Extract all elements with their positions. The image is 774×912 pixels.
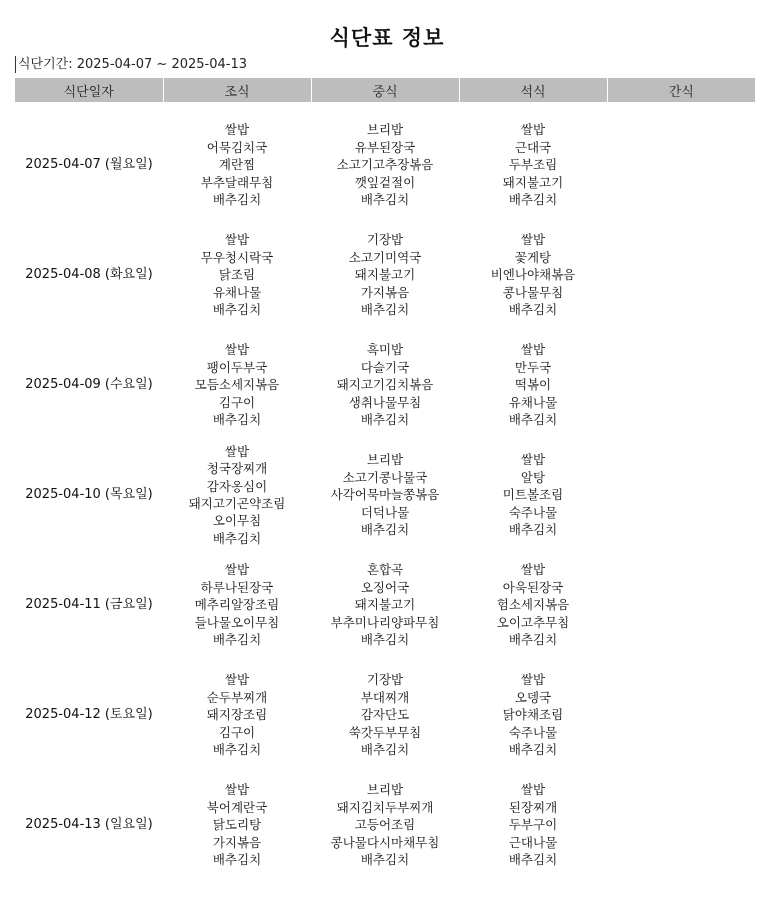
table-row xyxy=(15,770,755,880)
menu-item: 아욱된장국 xyxy=(502,579,564,595)
meal-table xyxy=(15,78,755,880)
snack-cell xyxy=(607,660,755,770)
dinner-cell xyxy=(459,440,607,550)
menu-item: 떡볶이 xyxy=(514,377,552,393)
menu-item: 쌀밥 xyxy=(224,672,250,688)
menu-item: 꽃게탕 xyxy=(514,249,552,265)
header-breakfast: 조식 xyxy=(163,78,311,102)
date-cell: 2025-04-13 (일요일) xyxy=(25,817,153,833)
snack-cell xyxy=(607,440,755,550)
menu-item: 미트볼조림 xyxy=(502,487,564,503)
menu-item: 가지볶음 xyxy=(360,284,410,300)
menu-item: 쌀밥 xyxy=(520,122,546,138)
menu-item: 돼지김치두부찌개 xyxy=(336,799,434,815)
menu-item: 쌀밥 xyxy=(224,443,250,459)
menu-item: 쌀밥 xyxy=(520,452,546,468)
snack-cell xyxy=(607,330,755,440)
table-row xyxy=(15,220,755,330)
date-cell: 2025-04-12 (토요일) xyxy=(25,707,153,723)
menu-item: 돼지장조림 xyxy=(206,707,268,723)
lunch-cell xyxy=(311,102,459,220)
dinner-cell xyxy=(459,102,607,220)
menu-item: 배추김치 xyxy=(508,632,558,648)
menu-item: 오뎅국 xyxy=(514,689,552,705)
breakfast-cell xyxy=(163,550,311,660)
menu-item: 배추김치 xyxy=(212,852,262,868)
menu-item: 배추김치 xyxy=(212,302,262,318)
menu-item: 브리밥 xyxy=(366,452,404,468)
menu-item: 배추김치 xyxy=(212,632,262,648)
menu-item: 소고기미역국 xyxy=(348,249,422,265)
date-cell: 2025-04-10 (목요일) xyxy=(25,487,153,503)
menu-item: 배추김치 xyxy=(360,742,410,758)
menu-item: 콩나물무침 xyxy=(502,284,564,300)
menu-item: 배추김치 xyxy=(508,192,558,208)
menu-item: 쌀밥 xyxy=(520,232,546,248)
menu-item: 쌀밥 xyxy=(224,342,250,358)
dinner-cell xyxy=(459,220,607,330)
snack-cell xyxy=(607,770,755,880)
date-cell: 2025-04-11 (금요일) xyxy=(25,597,153,613)
lunch-cell xyxy=(311,330,459,440)
menu-item: 배추김치 xyxy=(360,632,410,648)
menu-item: 쌀밥 xyxy=(224,562,250,578)
menu-item: 두부조림 xyxy=(508,157,558,173)
menu-item: 배추김치 xyxy=(508,742,558,758)
menu-item: 배추김치 xyxy=(212,412,262,428)
menu-item: 근대국 xyxy=(514,139,552,155)
menu-item: 쑥갓두부무침 xyxy=(348,724,422,740)
lunch-cell xyxy=(311,440,459,550)
menu-item: 돼지불고기 xyxy=(354,267,416,283)
menu-item: 깻잎겉절이 xyxy=(354,174,416,190)
table-row xyxy=(15,102,755,220)
menu-item: 돼지불고기 xyxy=(354,597,416,613)
menu-item: 숙주나물 xyxy=(508,504,558,520)
dinner-cell xyxy=(459,770,607,880)
menu-item: 다슬기국 xyxy=(360,359,410,375)
menu-item: 청국장찌개 xyxy=(206,461,268,477)
menu-item: 혼합곡 xyxy=(366,562,404,578)
menu-item: 부추달래무침 xyxy=(200,174,274,190)
menu-item: 쌀밥 xyxy=(224,782,250,798)
menu-item: 만두국 xyxy=(514,359,552,375)
menu-item: 돼지불고기 xyxy=(502,174,564,190)
header-date: 식단일자 xyxy=(15,78,163,102)
menu-item: 알탕 xyxy=(520,469,546,485)
menu-item: 팽이두부국 xyxy=(206,359,268,375)
menu-item: 배추김치 xyxy=(212,530,262,546)
menu-item: 쌀밥 xyxy=(224,232,250,248)
menu-item: 쌀밥 xyxy=(520,782,546,798)
menu-item: 들나물오이무침 xyxy=(194,614,280,630)
table-header-row xyxy=(15,78,755,102)
date-cell: 2025-04-08 (화요일) xyxy=(25,267,153,283)
menu-item: 배추김치 xyxy=(360,522,410,538)
date-cell: 2025-04-09 (수요일) xyxy=(25,377,153,393)
header-lunch: 중식 xyxy=(311,78,459,102)
breakfast-cell xyxy=(163,660,311,770)
menu-item: 생취나물무침 xyxy=(348,394,422,410)
snack-cell xyxy=(607,102,755,220)
menu-item: 배추김치 xyxy=(212,192,262,208)
menu-item: 배추김치 xyxy=(508,852,558,868)
menu-item: 어묵김치국 xyxy=(206,139,268,155)
menu-item: 콩나물다시마채무침 xyxy=(330,834,440,850)
menu-item: 오징어국 xyxy=(360,579,410,595)
snack-cell xyxy=(607,550,755,660)
menu-item: 소고기콩나물국 xyxy=(342,469,428,485)
breakfast-cell xyxy=(163,770,311,880)
menu-item: 고등어조림 xyxy=(354,817,416,833)
meal-period: 식단기간: 2025-04-07 ~ 2025-04-13 xyxy=(15,56,247,73)
menu-item: 배추김치 xyxy=(360,192,410,208)
dinner-cell xyxy=(459,550,607,660)
lunch-cell xyxy=(311,770,459,880)
header-snack: 간식 xyxy=(607,78,755,102)
menu-item: 유부된장국 xyxy=(354,139,416,155)
table-row xyxy=(15,440,755,550)
menu-item: 쌀밥 xyxy=(520,562,546,578)
menu-item: 배추김치 xyxy=(508,412,558,428)
menu-item: 배추김치 xyxy=(508,302,558,318)
menu-item: 숙주나물 xyxy=(508,724,558,740)
breakfast-cell xyxy=(163,330,311,440)
menu-item: 근대나물 xyxy=(508,834,558,850)
menu-item: 오이고추무침 xyxy=(496,614,570,630)
menu-item: 감자옹심이 xyxy=(206,478,268,494)
menu-item: 순두부찌개 xyxy=(206,689,268,705)
date-cell: 2025-04-07 (월요일) xyxy=(25,157,153,173)
menu-item: 배추김치 xyxy=(508,522,558,538)
menu-item: 부대찌개 xyxy=(360,689,410,705)
menu-item: 오이무침 xyxy=(212,513,262,529)
menu-item: 기장밥 xyxy=(366,232,404,248)
menu-item: 쌀밥 xyxy=(520,672,546,688)
menu-item: 닭조림 xyxy=(218,267,256,283)
menu-item: 쌀밥 xyxy=(224,122,250,138)
table-body xyxy=(15,102,755,880)
menu-item: 가지볶음 xyxy=(212,834,262,850)
menu-item: 배추김치 xyxy=(360,302,410,318)
menu-item: 모듬소세지볶음 xyxy=(194,377,280,393)
menu-item: 돼지고기김치볶음 xyxy=(336,377,434,393)
menu-item: 김구이 xyxy=(218,724,256,740)
page-title: 식단표 정보 xyxy=(329,26,445,50)
menu-item: 유채나물 xyxy=(212,284,262,300)
table-row xyxy=(15,330,755,440)
menu-item: 계란찜 xyxy=(218,157,256,173)
menu-item: 브리밥 xyxy=(366,122,404,138)
breakfast-cell xyxy=(163,220,311,330)
menu-item: 소고기고추장볶음 xyxy=(336,157,434,173)
menu-item: 닭야채조림 xyxy=(502,707,564,723)
menu-item: 메추리알장조림 xyxy=(194,597,280,613)
lunch-cell xyxy=(311,550,459,660)
menu-item: 부추미나리양파무침 xyxy=(330,614,440,630)
menu-item: 브리밥 xyxy=(366,782,404,798)
menu-item: 배추김치 xyxy=(212,742,262,758)
menu-item: 험소세지볶음 xyxy=(496,597,570,613)
menu-item: 된장찌개 xyxy=(508,799,558,815)
menu-item: 감자단도 xyxy=(360,707,410,723)
menu-item: 두부구이 xyxy=(508,817,558,833)
lunch-cell xyxy=(311,660,459,770)
menu-item: 배추김치 xyxy=(360,852,410,868)
snack-cell xyxy=(607,220,755,330)
dinner-cell xyxy=(459,660,607,770)
menu-item: 배추김치 xyxy=(360,412,410,428)
menu-item: 북어계란국 xyxy=(206,799,268,815)
menu-item: 흑미밥 xyxy=(366,342,404,358)
breakfast-cell xyxy=(163,102,311,220)
breakfast-cell xyxy=(163,440,311,550)
header-dinner: 석식 xyxy=(459,78,607,102)
menu-item: 비엔나야채볶음 xyxy=(490,267,576,283)
lunch-cell xyxy=(311,220,459,330)
dinner-cell xyxy=(459,330,607,440)
menu-item: 기장밥 xyxy=(366,672,404,688)
table-row xyxy=(15,660,755,770)
menu-item: 돼지고기곤약조림 xyxy=(188,496,286,511)
menu-item: 무우청시락국 xyxy=(200,249,274,265)
menu-item: 더덕나물 xyxy=(360,504,410,520)
menu-item: 쌀밥 xyxy=(520,342,546,358)
menu-item: 김구이 xyxy=(218,394,256,410)
menu-item: 하루나된장국 xyxy=(200,579,274,595)
menu-item: 닭도리탕 xyxy=(212,817,262,833)
menu-item: 사각어묵마늘쫑볶음 xyxy=(330,487,440,503)
menu-item: 유채나물 xyxy=(508,394,558,410)
table-row xyxy=(15,550,755,660)
